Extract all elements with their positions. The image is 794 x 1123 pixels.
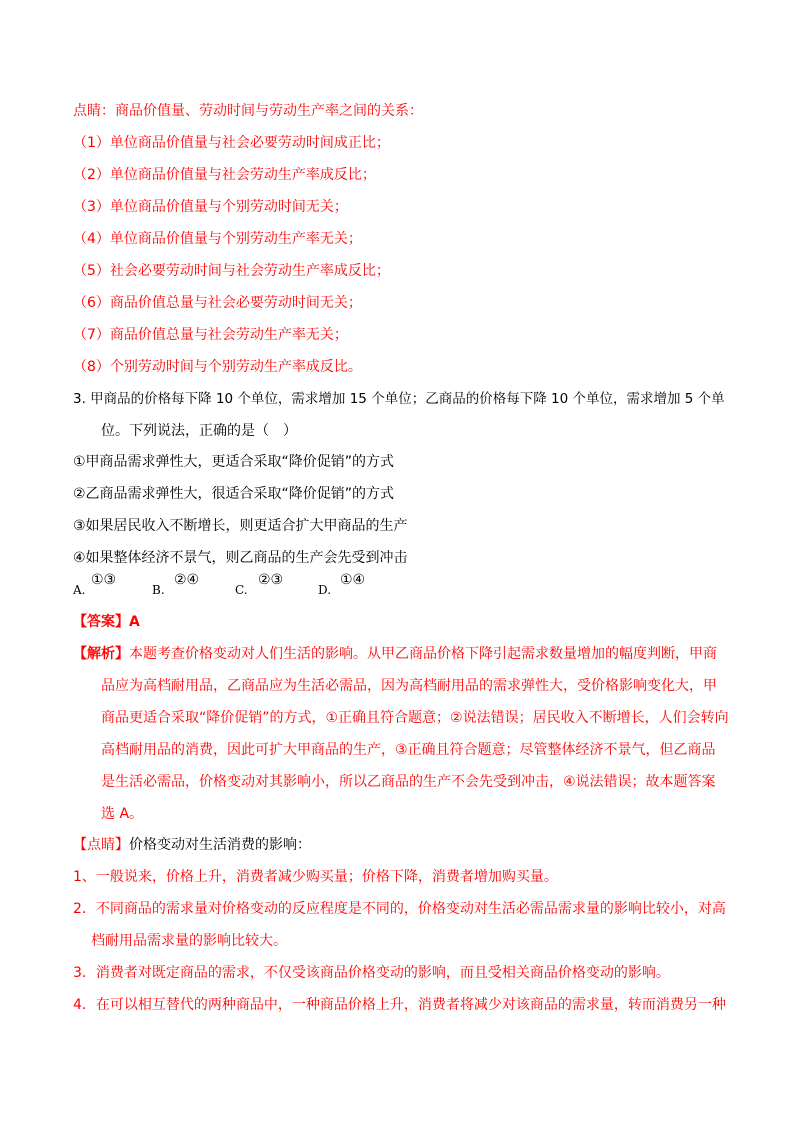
analysis-label: 【解析】 [73,646,129,662]
tip2-point-4: 4．在可以相互替代的两种商品中，一种商品价格上升，消费者将减少对该商品的需求量，转而消费另一种 [73,997,726,1013]
question3-statement-1: ①甲商品需求弹性大，更适合采取“降价促销”的方式 [73,454,395,470]
tip1-item-1: （1）单位商品价值量与社会必要劳动时间成正比； [73,135,390,151]
tip2-point-1: 1、一般说来，价格上升，消费者减少购买量；价格下降，消费者增加购买量。 [73,869,558,885]
question3-option-c-value: ②③ [258,572,284,588]
question3-stem-line2: 位。下列说法，正确的是（ ） [101,423,297,439]
question3-stem-line1: 3. 甲商品的价格每下降 10 个单位，需求增加 15 个单位；乙商品的价格每下降 10 个单位，需求增加 5 个单 [73,391,725,407]
question3-option-b-value: ②④ [174,572,200,588]
question3-option-a-letter: A. [73,583,86,597]
tip1-item-4: （4）单位商品价值量与个别劳动生产率无关； [73,231,362,247]
tip2-point-2b: 档耐用品需求量的影响比较大。 [91,933,287,949]
analysis-line-3: 商品更适合采取“降价促销”的方式，①正确且符合题意；②说法错误；居民收入不断增长，人们会转向 [101,710,729,726]
tip2-heading: 价格变动对生活消费的影响： [129,837,311,853]
answer-label: 【答案】 [73,614,129,630]
tip2-heading-line [73,835,311,855]
question3-statement-2: ②乙商品需求弹性大，很适合采取“降价促销”的方式 [73,486,395,502]
question3-statement-3: ③如果居民收入不断增长，则更适合扩大甲商品的生产 [73,518,408,534]
tip1-item-3: （3）单位商品价值量与个别劳动时间无关； [73,199,348,215]
answer-value: A [129,614,140,630]
tip1-item-2: （2）单位商品价值量与社会劳动生产率成反比； [73,167,376,183]
analysis-line-4: 高档耐用品的消费，因此可扩大甲商品的生产，③正确且符合题意；尽管整体经济不景气，但乙商品 [101,742,716,758]
tip2-label: 【点睛】 [73,837,129,853]
tip1-item-5: （5）社会必要劳动时间与社会劳动生产率成反比； [73,263,390,279]
tip1-heading: 点睛：商品价值量、劳动时间与劳动生产率之间的关系： [73,103,423,119]
question3-option-a-value: ①③ [91,572,117,588]
question3-statement-4: ④如果整体经济不景气，则乙商品的生产会先受到冲击 [73,550,408,566]
tip2-point-3: 3．消费者对既定商品的需求，不仅受该商品价格变动的影响，而且受相关商品价格变动的影响。 [73,965,670,981]
tip1-item-8: （8）个别劳动时间与个别劳动生产率成反比。 [73,359,362,375]
question3-option-c-letter: C. [235,583,248,597]
question3-option-d-letter: D. [318,583,332,597]
analysis-line-6: 选 A。 [101,806,144,822]
answer-line [73,612,140,632]
analysis-line-1 [73,644,717,664]
analysis-text-1: 本题考查价格变动对人们生活的影响。从甲乙商品价格下降引起需求数量增加的幅度判断，甲商 [129,646,717,662]
tip2-point-2a: 2．不同商品的需求量对价格变动的反应程度是不同的，价格变动对生活必需品需求量的影响比较小，对高 [73,901,726,917]
tip1-item-6: （6）商品价值总量与社会必要劳动时间无关； [73,295,362,311]
question3-option-d-value: ①④ [340,572,366,588]
analysis-line-2: 品应为高档耐用品，乙商品应为生活必需品，因为高档耐用品的需求弹性大，受价格影响变化大，甲 [101,678,717,694]
analysis-line-5: 是生活必需品，价格变动对其影响小，所以乙商品的生产不会先受到冲击，④说法错误；故本题答案 [101,774,716,790]
question3-option-b-letter: B. [152,583,165,597]
tip1-item-7: （7）商品价值总量与社会劳动生产率无关； [73,327,348,343]
